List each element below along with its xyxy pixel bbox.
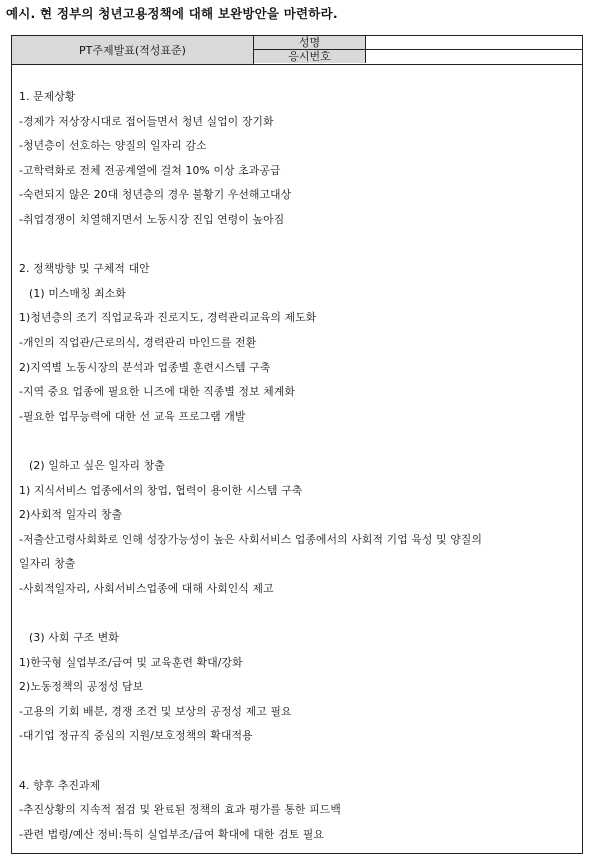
- body-line: -필요한 업무능력에 대한 선 교육 프로그램 개발: [19, 409, 246, 423]
- name-label: 성명: [254, 36, 366, 50]
- body-line: 2)지역별 노동시장의 분석과 업종별 훈련시스템 구축: [19, 360, 271, 374]
- body-line: -숙련되지 않은 20대 청년층의 경우 불황기 우선해고대상: [19, 188, 292, 202]
- body-line: 1)한국형 실업부조/급여 및 교육훈련 확대/강화: [19, 655, 243, 669]
- body-line: -대기업 정규직 중심의 지원/보호정책의 확대적용: [19, 729, 253, 743]
- exam-number-field[interactable]: [366, 50, 582, 63]
- section-heading: 1. 문제상황: [19, 90, 76, 103]
- body-line: -취업경쟁이 치열해지면서 노동시장 진입 연령이 높아짐: [19, 212, 285, 226]
- document-title: 예시. 현 정부의 청년고용정책에 대해 보완방안을 마련하라.: [6, 6, 338, 21]
- blank-line: [19, 755, 575, 780]
- body-line: 1) 지식서비스 업종에서의 창업, 협력이 용이한 시스템 구축: [19, 483, 303, 497]
- blank-line: [19, 607, 575, 632]
- body-line: -저출산고령사회화로 인해 성장가능성이 높은 사회서비스 업종에서의 사회적 기업 육성 및 양질의: [19, 532, 483, 546]
- body-line: -관련 법령/예산 정비:특히 실업부조/급여 확대에 대한 검토 필요: [19, 827, 324, 841]
- body-line: -청년층이 선호하는 양질의 일자리 감소: [19, 139, 207, 153]
- body-line: 2)노동정책의 공정성 담보: [19, 680, 144, 694]
- body-line: -개인의 직업관/근로의식, 경력관리 마인드를 전환: [19, 335, 257, 349]
- name-field[interactable]: [366, 36, 582, 50]
- answer-sheet: [11, 35, 583, 854]
- body-line: -추진상황의 지속적 점검 및 완료된 정책의 효과 평가를 통한 피드백: [19, 803, 341, 817]
- answer-body: [19, 91, 575, 853]
- exam-number-label: 응시번호: [254, 50, 366, 63]
- blank-line: [19, 239, 575, 264]
- body-line: -고용의 기회 배분, 경쟁 조건 및 보상의 공정성 제고 필요: [19, 704, 292, 718]
- subsection-heading: (1) 미스매칭 최소화: [29, 286, 126, 300]
- body-line: 일자리 창출: [19, 557, 76, 571]
- body-line: 1)청년층의 조기 직업교육과 진로지도, 경력관리교육의 제도화: [19, 311, 317, 325]
- section-heading: 2. 정책방향 및 구체적 대안: [19, 262, 150, 276]
- pt-topic-label: PT주제발표(적성표준): [12, 36, 254, 64]
- blank-line: [19, 435, 575, 460]
- section-heading: 4. 향후 추진과제: [19, 778, 101, 792]
- sheet-header: [12, 36, 582, 65]
- body-line: -경제가 저상장시대로 접어들면서 청년 실업이 장기화: [19, 114, 274, 128]
- subsection-heading: (3) 사회 구조 변화: [29, 631, 119, 645]
- subsection-heading: (2) 일하고 싶은 일자리 창출: [29, 458, 165, 472]
- body-line: -고학력화로 전체 전공계열에 걸쳐 10% 이상 초과공급: [19, 163, 281, 177]
- body-line: 2)사회적 일자리 창출: [19, 508, 123, 522]
- body-line: -사회적일자리, 사회서비스업종에 대해 사회인식 제고: [19, 581, 274, 595]
- body-line: -지역 중요 업종에 필요한 니즈에 대한 직종별 정보 체계화: [19, 385, 296, 399]
